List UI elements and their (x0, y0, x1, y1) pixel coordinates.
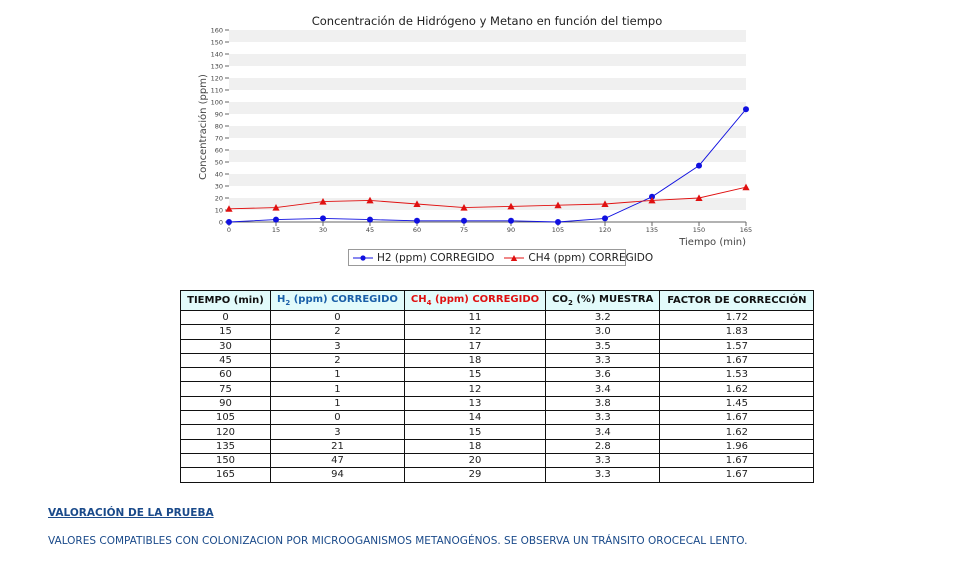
x-tick-label: 90 (506, 226, 516, 234)
cell-factor: 1.83 (660, 325, 814, 339)
column-header-ch4: $CH_4$ (ppm) CORREGIDO (404, 291, 545, 311)
cell-co2: 3.3 (546, 411, 660, 425)
h2-data-point[interactable] (273, 217, 279, 223)
cell-factor: 1.67 (660, 411, 814, 425)
cell-time: 120 (181, 425, 271, 439)
cell-time: 105 (181, 411, 271, 425)
table-row (181, 468, 814, 482)
cell-h2: 3 (271, 339, 405, 353)
y-tick-label: 160 (210, 26, 223, 35)
y-tick-label: 100 (210, 98, 223, 107)
h2-data-point[interactable] (414, 218, 420, 224)
y-tick-label: 90 (214, 110, 223, 119)
cell-time: 30 (181, 339, 271, 353)
cell-co2: 3.5 (546, 339, 660, 353)
cell-time: 165 (181, 468, 271, 482)
y-tick-label: 150 (210, 38, 223, 47)
cell-time: 15 (181, 325, 271, 339)
chart-title: Concentración de Hidrógeno y Metano en función del tiempo (311, 14, 663, 28)
x-axis (227, 222, 752, 234)
table-row (181, 439, 814, 453)
cell-factor: 1.62 (660, 425, 814, 439)
table-row (181, 339, 814, 353)
cell-h2: 94 (271, 468, 405, 482)
x-tick-label: 60 (412, 226, 422, 234)
x-tick-label: 135 (645, 226, 659, 234)
cell-factor: 1.96 (660, 439, 814, 453)
y-tick-label: 120 (210, 74, 223, 83)
table-header-row (181, 291, 814, 311)
chart (0, 0, 974, 280)
y-axis (211, 27, 229, 227)
table-row (181, 382, 814, 396)
h2-data-point[interactable] (508, 218, 514, 224)
table-row (181, 425, 814, 439)
cell-ch4: 12 (404, 382, 545, 396)
cell-co2: 3.8 (546, 396, 660, 410)
cell-co2: 3.0 (546, 325, 660, 339)
cell-h2: 0 (271, 411, 405, 425)
x-tick-label: 45 (365, 226, 375, 234)
grid-band (229, 78, 746, 90)
cell-time: 0 (181, 311, 271, 325)
x-tick-label: 15 (271, 226, 281, 234)
cell-h2: 1 (271, 396, 405, 410)
table-row (181, 453, 814, 467)
table-row (181, 368, 814, 382)
column-header-co2: $CO_2$ (%) MUESTRA (546, 291, 660, 311)
y-tick-label: 10 (214, 206, 223, 215)
legend-h2-marker-icon (353, 254, 373, 262)
cell-co2: 3.4 (546, 425, 660, 439)
chart-legend (348, 249, 654, 266)
x-axis-label: Tiempo (min) (679, 237, 746, 248)
cell-factor: 1.72 (660, 311, 814, 325)
x-tick-label: 165 (739, 226, 753, 234)
column-header-time: TIEMPO (min) (181, 291, 271, 311)
cell-ch4: 15 (404, 425, 545, 439)
h2-data-point[interactable] (743, 106, 749, 112)
h2-data-point[interactable] (602, 215, 608, 221)
cell-h2: 1 (271, 382, 405, 396)
cell-factor: 1.57 (660, 339, 814, 353)
cell-co2: 3.3 (546, 468, 660, 482)
grid-bands (229, 30, 746, 222)
cell-time: 135 (181, 439, 271, 453)
legend-item-ch4[interactable] (504, 252, 653, 264)
cell-time: 150 (181, 453, 271, 467)
h2-data-point[interactable] (555, 219, 561, 225)
cell-h2: 3 (271, 425, 405, 439)
cell-ch4: 13 (404, 396, 545, 410)
y-tick-label: 60 (214, 146, 223, 155)
cell-ch4: 17 (404, 339, 545, 353)
h2-data-point[interactable] (461, 218, 467, 224)
legend-label-ch4: CH4 (ppm) CORREGIDO (528, 251, 654, 264)
cell-factor: 1.45 (660, 396, 814, 410)
h2-data-point[interactable] (367, 217, 373, 223)
table-body (181, 311, 814, 483)
x-tick-label: 120 (598, 226, 612, 234)
cell-ch4: 18 (404, 439, 545, 453)
cell-time: 75 (181, 382, 271, 396)
results-table (180, 290, 814, 483)
grid-band (229, 54, 746, 66)
cell-ch4: 20 (404, 453, 545, 467)
cell-co2: 3.6 (546, 368, 660, 382)
cell-time: 45 (181, 353, 271, 367)
cell-co2: 3.3 (546, 453, 660, 467)
cell-co2: 3.3 (546, 353, 660, 367)
y-tick-label: 20 (214, 194, 223, 203)
cell-h2: 0 (271, 311, 405, 325)
grid-band (229, 150, 746, 162)
cell-h2: 21 (271, 439, 405, 453)
y-tick-label: 40 (214, 170, 223, 179)
grid-band (229, 102, 746, 114)
table-row (181, 311, 814, 325)
assessment-title: VALORACIÓN DE LA PRUEBA (48, 507, 214, 519)
x-tick-label: 150 (692, 226, 706, 234)
y-tick-label: 140 (210, 50, 223, 59)
table-row (181, 353, 814, 367)
y-tick-label: 0 (218, 218, 223, 227)
cell-h2: 47 (271, 453, 405, 467)
cell-h2: 2 (271, 353, 405, 367)
table-row (181, 396, 814, 410)
x-tick-label: 105 (551, 226, 565, 234)
table-row (181, 325, 814, 339)
legend-ch4-marker-icon (504, 254, 524, 262)
cell-factor: 1.67 (660, 353, 814, 367)
legend-item-h2[interactable] (353, 252, 494, 264)
cell-factor: 1.67 (660, 453, 814, 467)
y-axis-label: Concentración (ppm) (198, 74, 209, 180)
grid-band (229, 126, 746, 138)
x-tick-label: 0 (226, 226, 232, 234)
cell-ch4: 11 (404, 311, 545, 325)
cell-time: 90 (181, 396, 271, 410)
cell-ch4: 18 (404, 353, 545, 367)
x-tick-label: 75 (459, 226, 469, 234)
cell-h2: 2 (271, 325, 405, 339)
cell-factor: 1.62 (660, 382, 814, 396)
cell-h2: 1 (271, 368, 405, 382)
h2-data-point[interactable] (696, 163, 702, 169)
legend-label-h2: H2 (ppm) CORREGIDO (377, 251, 495, 264)
grid-band (229, 174, 746, 186)
cell-factor: 1.67 (660, 468, 814, 482)
y-tick-label: 30 (214, 182, 223, 191)
x-tick-label: 30 (318, 226, 328, 234)
cell-ch4: 15 (404, 368, 545, 382)
y-tick-label: 130 (210, 62, 223, 71)
cell-factor: 1.53 (660, 368, 814, 382)
cell-ch4: 14 (404, 411, 545, 425)
assessment-text: VALORES COMPATIBLES CON COLONIZACION POR MICROOGANISMOS METANOGÉNOS. SE OBSERVA UN TRÁNSITO OROCECAL LENTO. (48, 535, 748, 547)
cell-ch4: 12 (404, 325, 545, 339)
y-tick-label: 70 (214, 134, 223, 143)
cell-co2: 3.4 (546, 382, 660, 396)
cell-time: 60 (181, 368, 271, 382)
column-header-factor: FACTOR DE CORRECCIÓN (660, 291, 814, 311)
y-tick-label: 80 (214, 122, 223, 131)
h2-data-point[interactable] (226, 219, 232, 225)
grid-band (229, 30, 746, 42)
table-row (181, 411, 814, 425)
cell-co2: 2.8 (546, 439, 660, 453)
cell-co2: 3.2 (546, 311, 660, 325)
h2-data-point[interactable] (320, 215, 326, 221)
y-tick-label: 110 (210, 86, 223, 95)
y-tick-label: 50 (214, 158, 223, 167)
cell-ch4: 29 (404, 468, 545, 482)
column-header-h2: $H_2$ (ppm) CORREGIDO (271, 291, 405, 311)
